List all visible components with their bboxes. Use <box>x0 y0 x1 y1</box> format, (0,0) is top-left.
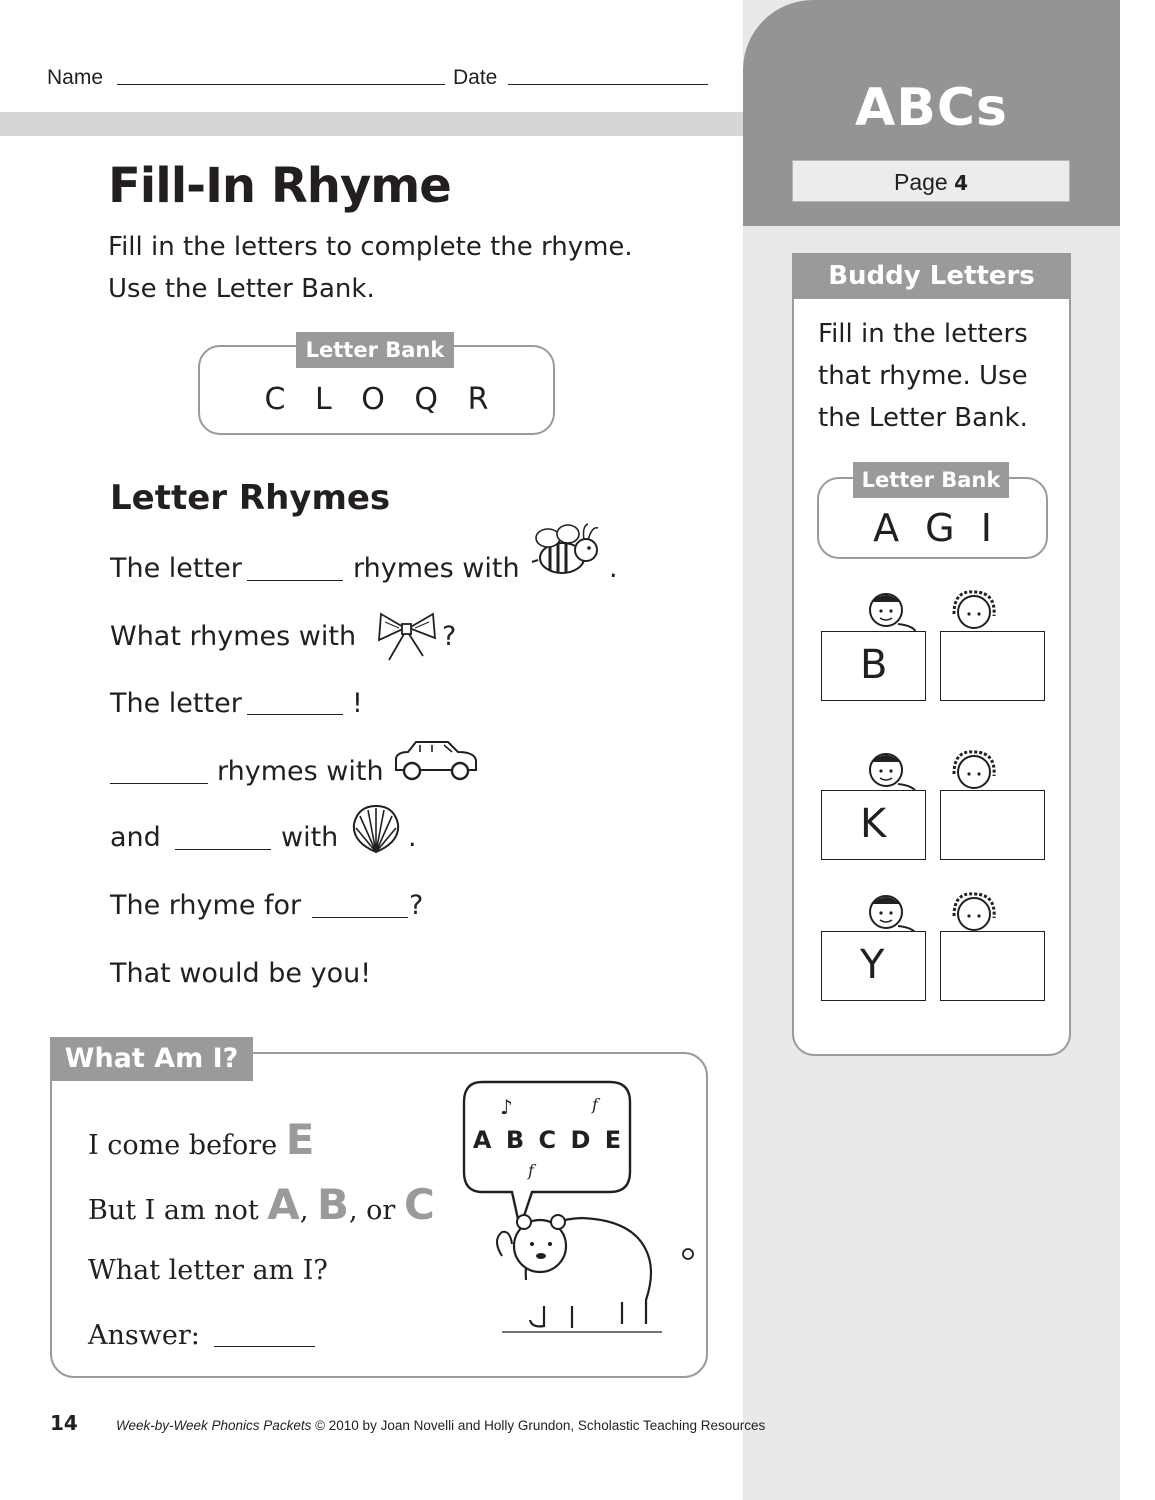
footer-copyright: © 2010 by Joan Novelli and Holly Grundon, Scholastic Teaching Resources <box>311 1418 766 1433</box>
svg-text:♪: ♪ <box>500 1095 513 1119</box>
letter-bank-letters: C L O Q R <box>264 382 489 417</box>
buddy-instructions <box>818 313 1028 439</box>
given-letter-sign-2 <box>821 790 926 860</box>
name-label: Name <box>47 66 104 89</box>
rhyme-line-5-end: . <box>408 822 417 853</box>
date-label: Date <box>453 66 498 89</box>
date-field[interactable] <box>508 84 708 85</box>
given-letter-1: B <box>860 642 888 688</box>
unit-title: ABCs <box>855 78 1008 138</box>
rhyme-line-3-start: The letter <box>110 688 242 719</box>
bear-speech-illustration <box>462 1080 694 1342</box>
buddy-letter-bank-letters: A G I <box>873 506 992 550</box>
given-letter-2: K <box>860 801 887 847</box>
rhyme-line-6-start: The rhyme for <box>110 890 302 921</box>
answer-label: Answer: <box>88 1320 200 1351</box>
blank-4[interactable] <box>175 849 271 850</box>
svg-text:f: f <box>528 1161 534 1180</box>
rhyme-line-1-end: . <box>609 553 618 584</box>
what-am-i-label: What Am I? <box>50 1037 253 1081</box>
header-band <box>0 112 745 136</box>
blank-5[interactable] <box>312 917 408 918</box>
riddle-comma: , <box>299 1195 309 1226</box>
answer-sign-3[interactable] <box>940 931 1045 1001</box>
blank-3[interactable] <box>110 783 208 784</box>
given-letter-3: Y <box>860 942 885 988</box>
letter-bank-label: Letter Bank <box>296 332 454 368</box>
rhyme-line-1-mid: rhymes with <box>353 553 520 584</box>
rhyme-line-5-mid: with <box>281 822 339 853</box>
riddle-line-1 <box>88 1115 314 1164</box>
buddy-instruction-line-3: the Letter Bank. <box>818 403 1028 433</box>
buddy-instruction-line-2: that rhyme. Use <box>818 361 1028 391</box>
riddle-line-3: What letter am I? <box>88 1255 328 1286</box>
instruction-line-2: Use the Letter Bank. <box>108 274 375 304</box>
rhyme-line-6-end: ? <box>409 890 424 921</box>
riddle-line-2 <box>88 1180 435 1229</box>
blank-2[interactable] <box>247 714 343 715</box>
rhyme-line-1-start: The letter <box>110 553 242 584</box>
kids-illustration-3 <box>850 892 1030 936</box>
car-icon <box>392 740 480 782</box>
instructions <box>108 226 633 310</box>
riddle-letter-c: C <box>403 1180 435 1229</box>
rhyme-line-2-end: ? <box>442 621 457 652</box>
riddle-letter-a: A <box>267 1180 300 1229</box>
page-number: 4 <box>954 171 969 195</box>
rhyme-line-3-end: ! <box>352 688 363 719</box>
buddy-instruction-line-1: Fill in the letters <box>818 319 1028 349</box>
answer-sign-1[interactable] <box>940 631 1045 701</box>
rhymes-heading: Letter Rhymes <box>110 478 391 518</box>
speech-bubble-text: A B C D E <box>472 1126 622 1154</box>
riddle-or: , or <box>349 1195 396 1226</box>
bee-icon <box>526 520 604 582</box>
bow-icon <box>375 610 439 662</box>
footer-book-title: Week-by-Week Phonics Packets <box>116 1418 312 1433</box>
rhyme-line-4-mid: rhymes with <box>217 756 384 787</box>
rhyme-line-2-start: What rhymes with <box>110 621 357 652</box>
page-label: Page <box>893 169 948 195</box>
page-title: Fill-In Rhyme <box>108 158 451 214</box>
riddle-line-2-text: But I am not <box>88 1195 259 1226</box>
given-letter-sign-1 <box>821 631 926 701</box>
riddle-line-1-text: I come before <box>88 1130 278 1161</box>
buddy-letter-bank-label: Letter Bank <box>853 462 1009 498</box>
riddle-letter-e: E <box>285 1115 315 1164</box>
instruction-line-1: Fill in the letters to complete the rhyme. <box>108 232 633 262</box>
rhyme-line-7: That would be you! <box>110 958 372 989</box>
kids-illustration-2 <box>850 750 1030 794</box>
buddy-letters-label: Buddy Letters <box>792 253 1071 299</box>
page-indicator <box>792 160 1070 202</box>
svg-text:f: f <box>592 1095 598 1114</box>
answer-field[interactable] <box>214 1346 315 1347</box>
kids-illustration-1 <box>850 590 1030 634</box>
shell-icon <box>350 802 402 856</box>
blank-1[interactable] <box>247 580 343 581</box>
answer-sign-2[interactable] <box>940 790 1045 860</box>
riddle-letter-b: B <box>317 1180 350 1229</box>
page-number-footer: 14 <box>50 1411 78 1435</box>
given-letter-sign-3 <box>821 931 926 1001</box>
rhyme-line-5-start: and <box>110 822 161 853</box>
footer-credit <box>116 1418 765 1433</box>
name-field[interactable] <box>117 84 445 85</box>
